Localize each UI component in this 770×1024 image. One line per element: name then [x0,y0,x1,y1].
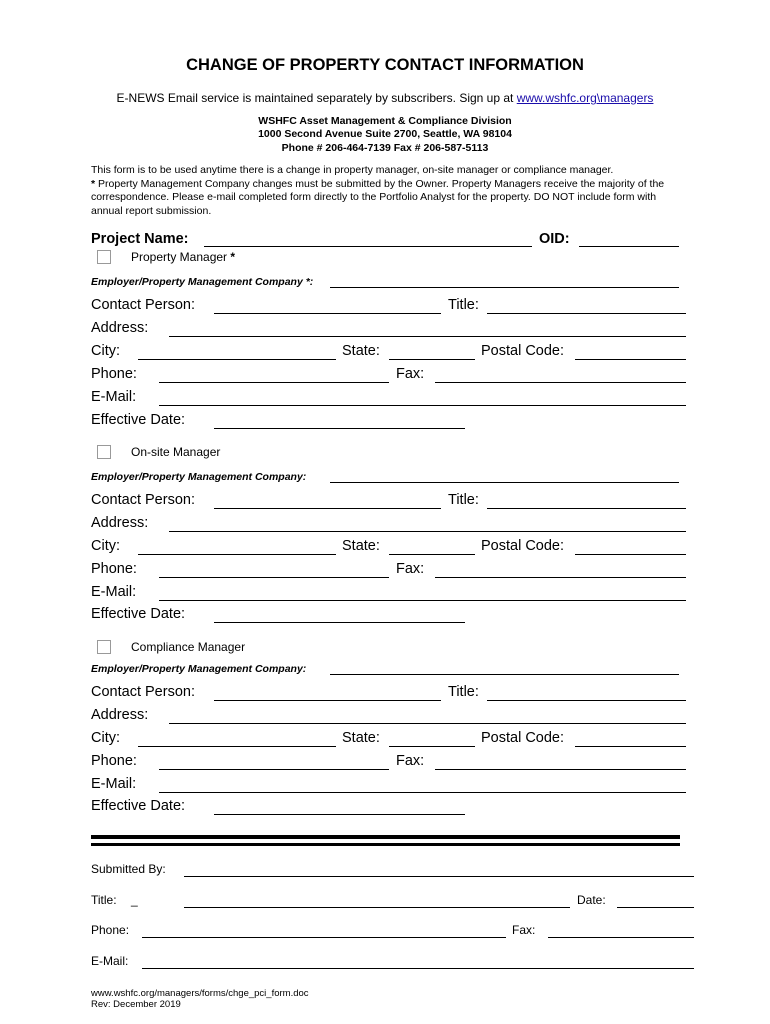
postal-code-label: Postal Code: [481,538,565,554]
city-field[interactable] [138,554,336,555]
phone-field[interactable] [159,769,389,770]
property-manager-required-star: * [227,250,236,264]
address-label: Address: [91,320,149,336]
city-label: City: [91,730,120,746]
state-field[interactable] [389,554,475,555]
division-name: WSHFC Asset Management & Compliance Division [258,115,512,127]
employer-field[interactable] [330,482,679,483]
enews-text: E-NEWS Email service is maintained separately by subscribers. Sign up at [116,91,517,105]
address-label: Address: [91,515,149,531]
effective-date-label: Effective Date: [91,412,186,428]
page-title: CHANGE OF PROPERTY CONTACT INFORMATION [186,56,584,74]
employer-field[interactable] [330,674,679,675]
submission-fax-label: Fax: [512,923,536,937]
postal-code-field[interactable] [575,554,686,555]
project-name-label: Project Name: [91,231,189,247]
address-field[interactable] [169,531,686,532]
submission-date-field[interactable] [617,907,694,908]
contact-person-label: Contact Person: [91,684,195,700]
project-name-field[interactable] [204,246,532,247]
instructions [91,164,681,218]
postal-code-label: Postal Code: [481,730,565,746]
phone-label: Phone: [91,366,137,382]
postal-code-field[interactable] [575,359,686,360]
title-field[interactable] [487,508,686,509]
submission-fax-field[interactable] [548,937,694,938]
submission-phone-label: Phone: [91,923,130,937]
email-label: E-Mail: [91,584,137,600]
property-manager-label [131,250,235,264]
address-field[interactable] [169,723,686,724]
title-field[interactable] [487,700,686,701]
effective-date-field[interactable] [214,622,465,623]
section-divider-top [91,835,680,839]
contact-person-label: Contact Person: [91,297,195,313]
city-field[interactable] [138,746,336,747]
division-address: 1000 Second Avenue Suite 2700, Seattle, WA 98104 [258,128,512,140]
state-field[interactable] [389,359,475,360]
submission-date-label: Date: [577,893,606,907]
instructions-line-2 [91,178,681,219]
contact-person-field[interactable] [214,313,441,314]
employer-field[interactable] [330,287,679,288]
email-field[interactable] [159,792,686,793]
property-manager-label-text: Property Manager [131,250,228,264]
city-label: City: [91,343,120,359]
property-manager-checkbox[interactable] [97,250,111,264]
fax-label: Fax: [396,366,425,382]
enews-signup-link[interactable]: www.wshfc.org\managers [516,91,654,105]
fax-label: Fax: [396,753,425,769]
email-field[interactable] [159,405,686,406]
required-star: * [91,177,96,190]
submission-phone-field[interactable] [142,937,506,938]
contact-person-field[interactable] [214,700,441,701]
submitted-by-field[interactable] [184,876,694,877]
oid-field[interactable] [579,246,679,247]
effective-date-field[interactable] [214,814,465,815]
city-field[interactable] [138,359,336,360]
state-label: State: [342,538,380,554]
footer-path: www.wshfc.org/managers/forms/chge_pci_form.doc [91,988,309,999]
postal-code-field[interactable] [575,746,686,747]
effective-date-label: Effective Date: [91,606,186,622]
email-field[interactable] [159,600,686,601]
effective-date-field[interactable] [214,428,465,429]
enews-notice [0,91,770,105]
footer-revision: Rev: December 2019 [91,999,181,1010]
onsite-manager-checkbox[interactable] [97,445,111,459]
state-label: State: [342,730,380,746]
submission-email-field[interactable] [142,968,694,969]
title-label: Title: [448,297,479,313]
oid-label: OID: [539,231,570,247]
instructions-line-2-text: Property Management Company changes must be submitted by the Owner. Property Managers receive the majority of the correspondence. Please e-mail completed form directly to the Portfolio Analyst for the property. DO NOT include form with annual report submission. [91,177,665,217]
address-label: Address: [91,707,149,723]
contact-person-field[interactable] [214,508,441,509]
submission-email-label: E-Mail: [91,954,129,968]
title-label: Title: [448,492,479,508]
submission-title-mark: _ [131,893,138,907]
address-field[interactable] [169,336,686,337]
compliance-manager-label: Compliance Manager [131,640,246,654]
employer-label: Employer/Property Management Company *: [91,276,314,288]
title-field[interactable] [487,313,686,314]
effective-date-label: Effective Date: [91,798,186,814]
employer-label: Employer/Property Management Company: [91,471,307,483]
submission-title-field[interactable] [184,907,570,908]
postal-code-label: Postal Code: [481,343,565,359]
fax-field[interactable] [435,769,686,770]
fax-label: Fax: [396,561,425,577]
employer-label: Employer/Property Management Company: [91,663,307,675]
state-field[interactable] [389,746,475,747]
onsite-manager-label: On-site Manager [131,445,221,459]
title-label: Title: [448,684,479,700]
email-label: E-Mail: [91,776,137,792]
fax-field[interactable] [435,577,686,578]
submission-title-label: Title: [91,893,117,907]
email-label: E-Mail: [91,389,137,405]
division-phone-fax: Phone # 206-464-7139 Fax # 206-587-5113 [281,142,489,154]
fax-field[interactable] [435,382,686,383]
phone-label: Phone: [91,561,137,577]
state-label: State: [342,343,380,359]
compliance-manager-checkbox[interactable] [97,640,111,654]
submitted-by-label: Submitted By: [91,862,166,876]
phone-label: Phone: [91,753,137,769]
phone-field[interactable] [159,577,389,578]
city-label: City: [91,538,120,554]
section-divider-bottom [91,843,680,846]
phone-field[interactable] [159,382,389,383]
instructions-line-1: This form is to be used anytime there is a change in property manager, on-site manager or compliance manager. [91,164,614,176]
contact-person-label: Contact Person: [91,492,195,508]
